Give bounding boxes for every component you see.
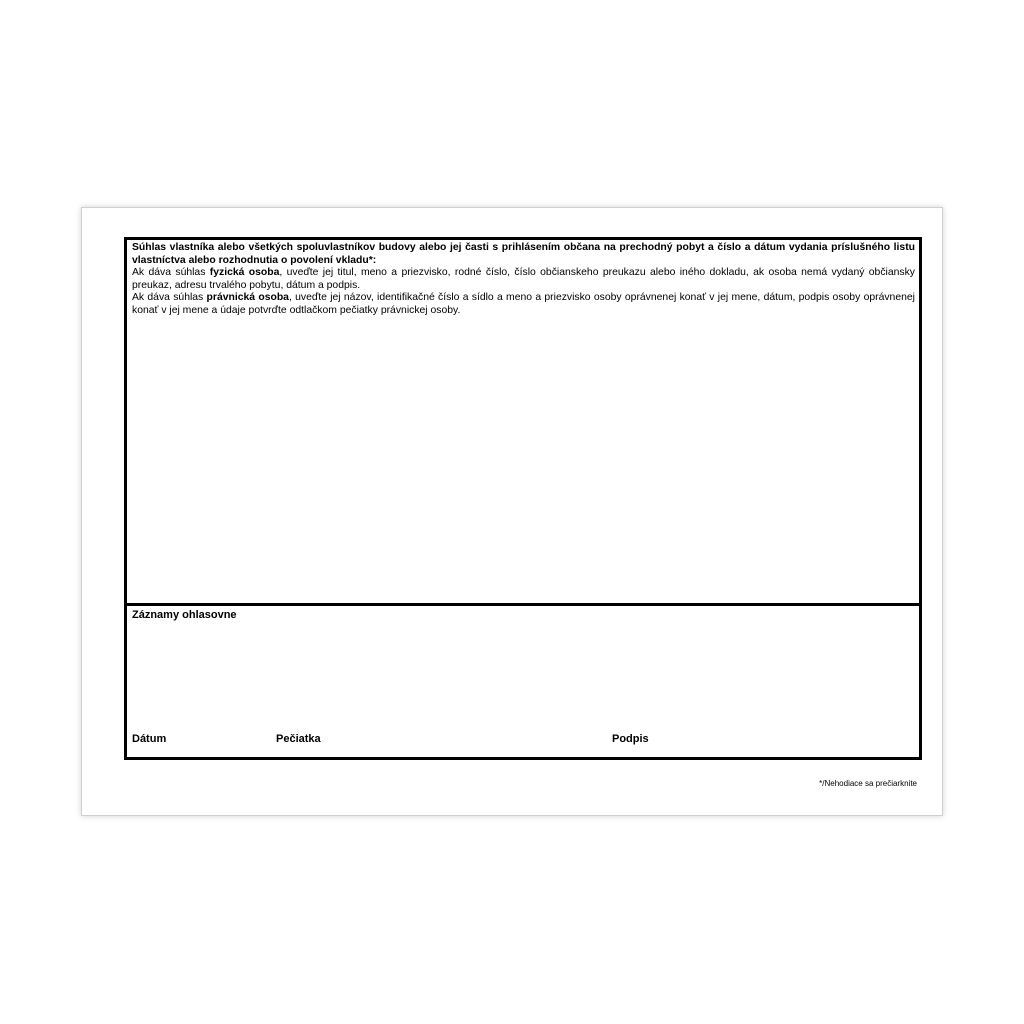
natural-person-instruction (132, 267, 915, 292)
registry-records-section[interactable] (127, 606, 919, 757)
form-box (124, 237, 922, 760)
legal-person-suffix: , uveďte jej názov, identifikačné číslo a sídlo a meno a priezvisko osoby oprávnenej konať v jej mene, dátum, podpis osoby oprávnenej konať v jej mene a údaje potvrďte odtlačkom pečiatky právnickej osoby. (132, 292, 915, 316)
form-sheet (81, 207, 943, 816)
natural-person-suffix: , uveďte jej titul, meno a priezvisko, rodné číslo, číslo občianskeho preukazu alebo iného dokladu, ak osoba nemá vydaný občiansky preukaz, adresu trvalého pobytu, dátum a podpis. (132, 267, 915, 291)
legal-person-instruction (132, 292, 915, 317)
footnote: */Nehodiace sa prečiarknite (819, 779, 917, 788)
owner-consent-section[interactable] (127, 240, 919, 606)
natural-person-prefix: Ak dáva súhlas (132, 267, 210, 279)
consent-heading: Súhlas vlastníka alebo všetkých spoluvlastníkov budovy alebo jej časti s prihlásením občana na prechodný pobyt a číslo a dátum vydania príslušného listu vlastníctva alebo rozhodnutia o povolení vkladu*: (132, 242, 915, 266)
signature-label: Podpis (612, 733, 649, 745)
date-label: Dátum (132, 733, 167, 745)
natural-person-bold: fyzická osoba (209, 267, 280, 279)
legal-person-prefix: Ak dáva súhlas (132, 292, 207, 304)
records-title: Záznamy ohlasovne (132, 609, 237, 621)
stamp-label: Pečiatka (276, 733, 321, 745)
legal-person-bold: právnická osoba (206, 292, 289, 304)
